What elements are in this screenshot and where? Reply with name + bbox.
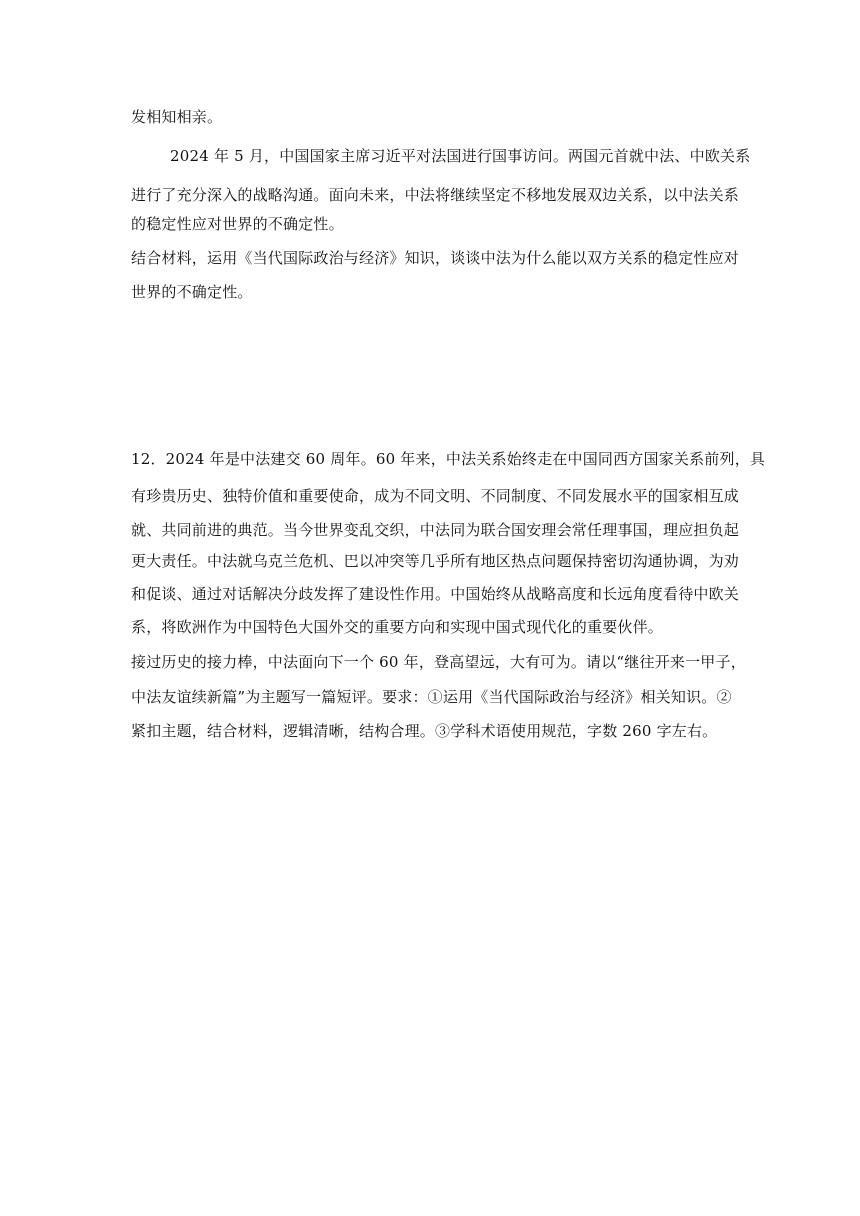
question-12-line-6: 系，将欧洲作为中国特色大国外交的重要方向和实现中国式现代化的重要伙伴。 — [131, 618, 664, 636]
material-paragraph-line-3: 的稳定性应对世界的不确定性。 — [131, 215, 344, 233]
task-line-3: 紧扣主题，结合材料，逻辑清晰，结构合理。③学科术语使用规范，字数 260 字左右。 — [131, 722, 718, 740]
question-12-line-4: 更大责任。中法就乌克兰危机、巴以冲突等几乎所有地区热点问题保持密切沟通协调，为劝 — [131, 552, 740, 570]
task-line-2: 中法友谊续新篇”为主题写一篇短评。要求：①运用《当代国际政治与经济》相关知识。② — [131, 688, 732, 706]
question-line-1: 结合材料，运用《当代国际政治与经济》知识，谈谈中法为什么能以双方关系的稳定性应对 — [131, 249, 740, 267]
question-12-line-2: 有珍贵历史、独特价值和重要使命，成为不同文明、不同制度、不同发展水平的国家相互成 — [131, 487, 740, 505]
question-12-line-1: 12．2024 年是中法建交 60 周年。60 年来，中法关系始终走在中国同西方国家关系前列，具 — [131, 450, 766, 468]
question-12-line-3: 就、共同前进的典范。当今世界变乱交织，中法同为联合国安理会常任理事国，理应担负起 — [131, 521, 740, 539]
material-paragraph-line-2: 进行了充分深入的战略沟通。面向未来，中法将继续坚定不移地发展双边关系，以中法关系 — [131, 186, 740, 204]
material-paragraph-line-1: 2024 年 5 月，中国国家主席习近平对法国进行国事访问。两国元首就中法、中欧关系 — [170, 147, 751, 165]
question-line-2: 世界的不确定性。 — [131, 283, 253, 301]
question-12-line-5: 和促谈、通过对话解决分歧发挥了建设性作用。中国始终从战略高度和长远角度看待中欧关 — [131, 585, 740, 603]
task-line-1: 接过历史的接力棒，中法面向下一个 60 年，登高望远，大有可为。请以“继往开来一甲子， — [131, 653, 746, 671]
material-line-1: 发相知相亲。 — [131, 108, 223, 126]
